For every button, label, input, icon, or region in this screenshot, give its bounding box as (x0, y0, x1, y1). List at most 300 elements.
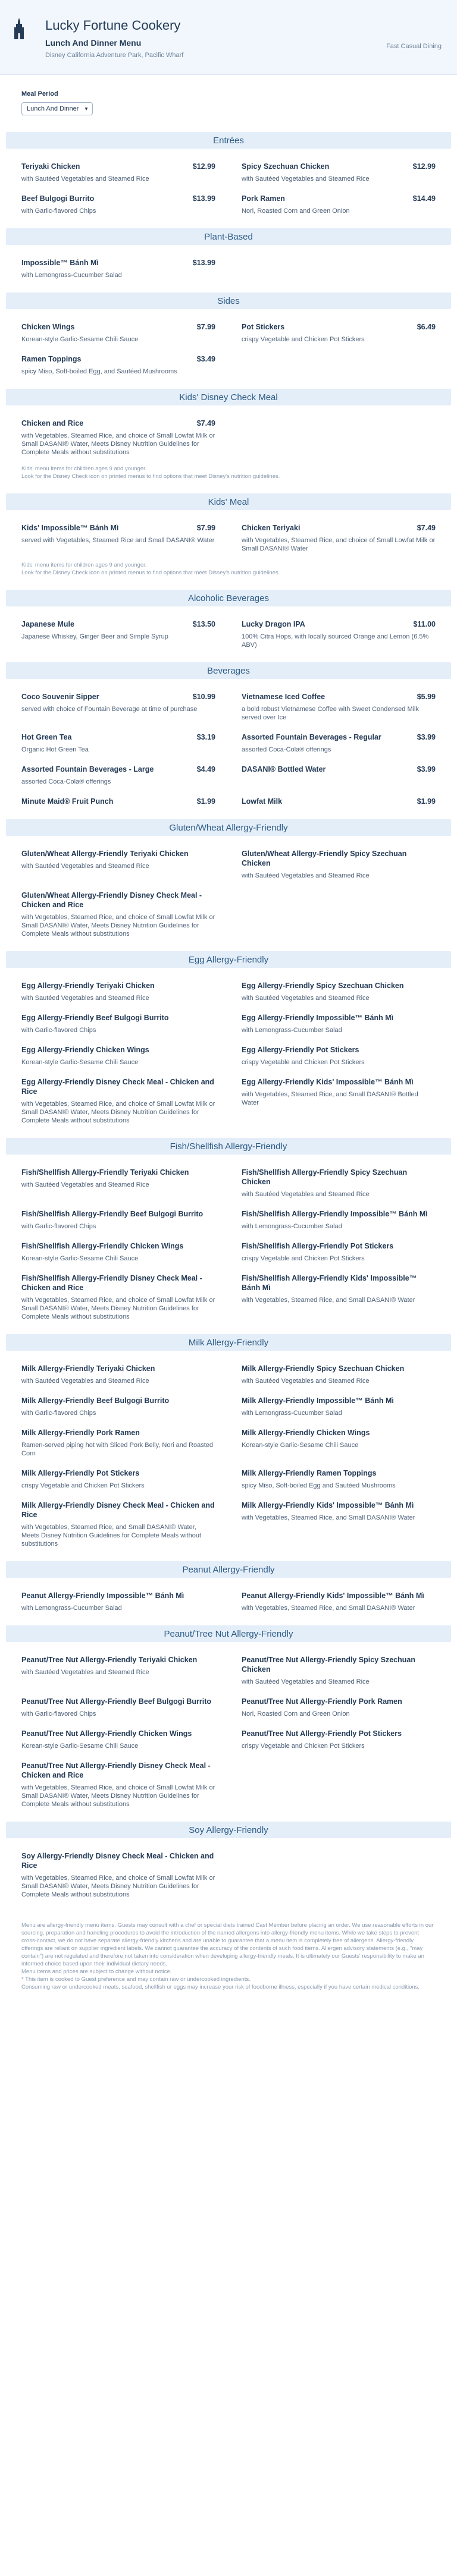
menu-item[interactable] (21, 1364, 215, 1385)
menu-item-description: with Vegetables, Steamed Rice, and choice of Small Lowfat Milk or Small DASANI® Water, Meets Disney Nutrition Guidelines for Complete Meals without substitutions (21, 1874, 215, 1898)
menu-item-row (21, 1501, 215, 1520)
menu-item-name: Egg Allergy-Friendly Pot Stickers (242, 1046, 359, 1054)
menu-item-name: Gluten/Wheat Allergy-Friendly Disney Check Meal - Chicken and Rice (21, 891, 202, 909)
section-body (0, 149, 457, 220)
menu-item[interactable] (242, 1168, 436, 1199)
menu-section (0, 1625, 457, 1813)
menu-item-name: Teriyaki Chicken (21, 162, 80, 171)
menu-item-grid (21, 981, 436, 1125)
menu-item-name: Coco Souvenir Sipper (21, 693, 99, 701)
menu-item-price: $1.99 (417, 797, 436, 806)
menu-item-description: with Sautéed Vegetables and Steamed Rice (21, 863, 149, 870)
menu-item[interactable] (21, 1729, 215, 1750)
menu-section (0, 819, 457, 943)
menu-item-name: Ramen Toppings (21, 355, 82, 363)
menu-item-description: crispy Vegetable and Chicken Pot Stickers (242, 1743, 365, 1750)
menu-item-name: Chicken and Rice (21, 419, 84, 427)
menu-item[interactable] (21, 619, 215, 649)
menu-item-row (21, 523, 215, 533)
menu-item-description: crispy Vegetable and Chicken Pot Stickers (242, 1255, 365, 1262)
menu-item[interactable] (242, 1013, 436, 1034)
menu-item-price: $11.00 (413, 620, 436, 628)
restaurant-header (0, 0, 457, 75)
menu-item-row (21, 1851, 215, 1870)
menu-item-row (242, 692, 436, 702)
menu-item-price: $13.50 (192, 620, 215, 628)
menu-item-description: with Sautéed Vegetables and Steamed Rice (21, 995, 149, 1002)
menu-item-row (21, 322, 215, 332)
menu-item[interactable] (242, 523, 436, 553)
menu-item[interactable] (242, 981, 436, 1002)
menu-item-price: $12.99 (192, 162, 215, 171)
menu-item-row (21, 1045, 215, 1055)
menu-item[interactable] (242, 1045, 436, 1067)
menu-item-grid (21, 258, 436, 279)
restaurant-location: Disney California Adventure Park, Pacific Wharf (45, 52, 184, 59)
menu-item-row (21, 765, 215, 774)
menu-section (0, 292, 457, 380)
menu-item[interactable] (242, 732, 436, 754)
allergy-disclaimer (21, 1921, 436, 1991)
menu-item-description: Korean-style Garlic-Sesame Chili Sauce (21, 336, 139, 343)
menu-item-name: Peanut/Tree Nut Allergy-Friendly Beef Bulgogi Burrito (21, 1697, 212, 1706)
menu-item-row (21, 891, 215, 910)
menu-item[interactable] (21, 1077, 215, 1125)
menu-item-row (21, 1468, 215, 1478)
section-title: Peanut/Tree Nut Allergy-Friendly (164, 1628, 293, 1639)
section-title: Soy Allergy-Friendly (189, 1825, 268, 1835)
menu-item-name: Peanut Allergy-Friendly Impossible™ Bánh Mì (21, 1591, 184, 1600)
menu-item-grid (21, 1655, 436, 1808)
menu-item-name: Fish/Shellfish Allergy-Friendly Teriyaki Chicken (21, 1168, 189, 1177)
menu-item-row (21, 1729, 215, 1738)
menu-item-description: crispy Vegetable and Chicken Pot Stickers (242, 336, 365, 343)
menu-item-row (242, 1729, 436, 1738)
menu-item-price: $13.99 (192, 259, 215, 267)
menu-item-name: Lowfat Milk (242, 797, 283, 806)
section-title: Plant-Based (204, 231, 253, 242)
meal-period-label: Meal Period (21, 90, 58, 97)
menu-item-name: Egg Allergy-Friendly Beef Bulgogi Burrito (21, 1014, 169, 1022)
menu-item[interactable] (21, 1501, 215, 1548)
menu-item-description: Ramen-served piping hot with Sliced Pork Belly, Nori and Roasted Corn (21, 1442, 214, 1457)
menu-item-description: served with Vegetables, Steamed Rice and Small DASANI® Water (21, 537, 215, 544)
menu-item-name: Fish/Shellfish Allergy-Friendly Kids' Impossible™ Bánh Mì (242, 1274, 417, 1292)
section-title: Kids' Disney Check Meal (179, 392, 278, 402)
menu-item-name: Egg Allergy-Friendly Impossible™ Bánh Mì (242, 1014, 394, 1022)
section-title: Sides (217, 295, 240, 306)
menu-item-description: with Sautéed Vegetables and Steamed Rice (21, 1377, 149, 1385)
menu-item-row (21, 1364, 215, 1373)
menu-item-name: Peanut/Tree Nut Allergy-Friendly Chicken Wings (21, 1729, 192, 1738)
menu-item-name: Minute Maid® Fruit Punch (21, 797, 114, 806)
menu-item-description: with Garlic-flavored Chips (21, 1223, 96, 1230)
section-header (6, 292, 451, 309)
menu-item-name: Milk Allergy-Friendly Teriyaki Chicken (21, 1364, 155, 1373)
section-body (0, 836, 457, 943)
menu-item[interactable] (21, 523, 215, 553)
menu-item-name: Assorted Fountain Beverages - Large (21, 765, 154, 773)
menu-item[interactable] (21, 194, 215, 215)
menu-section (0, 1561, 457, 1617)
menu-item-description: with Sautéed Vegetables and Steamed Rice (21, 1669, 149, 1676)
section-body (0, 1578, 457, 1617)
menu-item-row (21, 981, 215, 990)
menu-item-description: with Sautéed Vegetables and Steamed Rice (21, 175, 149, 183)
menu-item[interactable] (21, 1468, 215, 1490)
menu-item-price: $7.99 (196, 323, 215, 331)
menu-item-row (21, 194, 215, 203)
menu-item-description: 100% Citra Hops, with locally sourced Orange and Lemon (6.5% ABV) (242, 633, 429, 649)
menu-item-description: crispy Vegetable and Chicken Pot Stickers (21, 1482, 145, 1489)
menu-item[interactable] (21, 1428, 215, 1458)
menu-section (0, 590, 457, 654)
menu-item[interactable] (21, 1209, 215, 1231)
menu-item-description: Korean-style Garlic-Sesame Chili Sauce (21, 1059, 139, 1066)
menu-item[interactable] (242, 797, 436, 806)
menu-item-price: $10.99 (192, 693, 215, 701)
menu-item-description: spicy Miso, Soft-boiled Egg and Sautéed Mushrooms (242, 1482, 396, 1489)
menu-item-grid (21, 1168, 436, 1321)
section-title: Milk Allergy-Friendly (188, 1337, 269, 1348)
menu-item-row (242, 1045, 436, 1055)
menu-item[interactable] (242, 1209, 436, 1231)
menu-item-row (21, 1697, 215, 1706)
section-header (6, 1822, 451, 1838)
menu-item-description: spicy Miso, Soft-boiled Egg, and Sautéed Mushrooms (21, 368, 177, 375)
section-title: Egg Allergy-Friendly (188, 954, 269, 965)
menu-item[interactable] (21, 419, 215, 457)
menu-item-description: with Vegetables, Steamed Rice, and Small DASANI® Bottled Water (242, 1091, 418, 1106)
menu-item-grid (21, 162, 436, 215)
menu-item-price: $14.49 (412, 194, 436, 203)
menu-item[interactable] (242, 1364, 436, 1385)
section-title: Gluten/Wheat Allergy-Friendly (169, 822, 288, 833)
menu-item-row (21, 258, 215, 268)
menu-item-row (242, 849, 436, 868)
menu-item-description: with Lemongrass-Cucumber Salad (21, 1605, 122, 1612)
menu-item-description: with Sautéed Vegetables and Steamed Rice (242, 175, 370, 183)
menu-item-description: Japanese Whiskey, Ginger Beer and Simple Syrup (21, 633, 168, 640)
menu-item[interactable] (242, 162, 436, 183)
menu-item-row (21, 162, 215, 171)
section-body (0, 405, 457, 485)
menu-sections (0, 132, 457, 1904)
menu-item[interactable] (242, 194, 436, 215)
menu-item-description: with Vegetables, Steamed Rice, and choice of Small Lowfat Milk or Small DASANI® Water, Meets Disney Nutrition Guidelines for Complete Meals without substitutions (21, 1784, 215, 1808)
menu-item-name: Milk Allergy-Friendly Kids' Impossible™ Bánh Mì (242, 1501, 414, 1509)
menu-item-description: with Vegetables, Steamed Rice, and Small DASANI® Water (242, 1514, 415, 1521)
menu-item-price: $4.49 (196, 765, 215, 773)
menu-item-name: Assorted Fountain Beverages - Regular (242, 733, 381, 741)
menu-item-row (242, 523, 436, 533)
menu-item-row (21, 419, 215, 428)
menu-item-name: Soy Allergy-Friendly Disney Check Meal - Chicken and Rice (21, 1852, 214, 1870)
menu-item[interactable] (21, 1013, 215, 1034)
menu-item[interactable] (242, 1501, 436, 1548)
menu-item-grid (21, 1364, 436, 1548)
menu-item-row (242, 1501, 436, 1510)
menu-item-row (242, 194, 436, 203)
menu-item-description: with Vegetables, Steamed Rice, and Small DASANI® Water, Meets Disney Nutrition Guidelines for Complete Meals without substitutions (21, 1524, 202, 1548)
menu-item-description: Korean-style Garlic-Sesame Chili Sauce (21, 1255, 139, 1262)
menu-item[interactable] (242, 1241, 436, 1263)
menu-item-description: with Lemongrass-Cucumber Salad (242, 1410, 342, 1417)
menu-item-description: with Garlic-flavored Chips (21, 207, 96, 215)
menu-item[interactable] (21, 1591, 215, 1612)
section-body (0, 245, 457, 284)
menu-item[interactable] (21, 1655, 215, 1686)
menu-name: Lunch And Dinner Menu (45, 38, 142, 48)
menu-section (0, 1822, 457, 1904)
menu-item-row (242, 619, 436, 629)
menu-item-description: with Vegetables, Steamed Rice, and choice of Small Lowfat Milk or Small DASANI® Water, Meets Disney Nutrition Guidelines for Complete Meals without substitutions (21, 432, 215, 456)
section-title: Alcoholic Beverages (188, 593, 269, 603)
menu-item-description: with Garlic-flavored Chips (21, 1410, 96, 1417)
menu-section (0, 1334, 457, 1553)
section-title: Beverages (207, 665, 250, 676)
menu-item[interactable] (21, 849, 215, 880)
menu-item[interactable] (21, 732, 215, 754)
menu-item-price: $3.19 (196, 733, 215, 741)
menu-item-description: with Sautéed Vegetables and Steamed Rice (21, 1181, 149, 1188)
menu-item-row (21, 1273, 215, 1292)
menu-item[interactable] (21, 1697, 215, 1718)
menu-item-description: with Sautéed Vegetables and Steamed Rice (242, 1191, 370, 1198)
section-header (6, 590, 451, 606)
menu-section (0, 389, 457, 485)
meal-period-select[interactable] (21, 102, 93, 115)
menu-item-description: with Vegetables, Steamed Rice, and Small DASANI® Water (242, 1605, 415, 1612)
section-header (6, 951, 451, 968)
menu-item-description: Organic Hot Green Tea (21, 746, 89, 753)
menu-item[interactable] (21, 1851, 215, 1899)
meal-period-selected: Lunch And Dinner (27, 105, 79, 112)
menu-item-description: with Sautéed Vegetables and Steamed Rice (242, 995, 370, 1002)
menu-item-row (21, 619, 215, 629)
menu-item-name: Fish/Shellfish Allergy-Friendly Beef Bulgogi Burrito (21, 1210, 204, 1218)
menu-item-description: crispy Vegetable and Chicken Pot Stickers (242, 1059, 365, 1066)
menu-item-name: Japanese Mule (21, 620, 74, 628)
menu-item-description: served with choice of Fountain Beverage at time of purchase (21, 706, 198, 713)
menu-item-row (21, 732, 215, 742)
menu-item-row (21, 692, 215, 702)
section-header (6, 1561, 451, 1578)
menu-section (0, 132, 457, 220)
menu-item[interactable] (242, 619, 436, 649)
menu-item-name: Kids' Impossible™ Bánh Mì (21, 524, 119, 532)
menu-item-grid (21, 322, 436, 376)
menu-item-name: Hot Green Tea (21, 733, 72, 741)
menu-item-name: Gluten/Wheat Allergy-Friendly Teriyaki Chicken (21, 850, 189, 858)
menu-item-description: with Vegetables, Steamed Rice, and Small DASANI® Water (242, 1297, 415, 1304)
menu-item-name: Egg Allergy-Friendly Disney Check Meal - Chicken and Rice (21, 1078, 214, 1096)
menu-item-name: Egg Allergy-Friendly Chicken Wings (21, 1046, 149, 1054)
menu-item-name: Milk Allergy-Friendly Disney Check Meal - Chicken and Rice (21, 1501, 215, 1519)
menu-item[interactable] (21, 1045, 215, 1067)
section-body (0, 1838, 457, 1904)
menu-item-row (21, 354, 215, 364)
menu-item-name: Fish/Shellfish Allergy-Friendly Disney Check Meal - Chicken and Rice (21, 1274, 202, 1292)
menu-item[interactable] (242, 1396, 436, 1417)
section-header (6, 389, 451, 405)
menu-item-description: with Vegetables, Steamed Rice, and choice of Small Lowfat Milk or Small DASANI® Water (242, 537, 436, 552)
menu-item[interactable] (21, 258, 215, 279)
menu-item-row (242, 1591, 436, 1600)
menu-item-description: with Vegetables, Steamed Rice, and choice of Small Lowfat Milk or Small DASANI® Water, Meets Disney Nutrition Guidelines for Complete Meals without substitutions (21, 1100, 215, 1124)
menu-item-description: Nori, Roasted Corn and Green Onion (242, 1710, 350, 1718)
menu-item-name: Vietnamese Iced Coffee (242, 693, 325, 701)
menu-item[interactable] (21, 354, 215, 376)
menu-item-name: Milk Allergy-Friendly Impossible™ Bánh Mì (242, 1396, 394, 1405)
menu-item-name: Chicken Teriyaki (242, 524, 301, 532)
menu-section (0, 228, 457, 284)
menu-item-row (21, 1241, 215, 1251)
menu-item[interactable] (242, 1273, 436, 1321)
restaurant-name: Lucky Fortune Cookery (45, 18, 181, 33)
menu-item-price: $6.49 (417, 323, 436, 331)
menu-item-name: Peanut/Tree Nut Allergy-Friendly Teriyaki Chicken (21, 1656, 198, 1664)
menu-item[interactable] (242, 1655, 436, 1686)
menu-item-price: $7.99 (196, 524, 215, 532)
menu-item[interactable] (21, 1241, 215, 1263)
menu-item-row (21, 849, 215, 858)
menu-item-row (242, 1077, 436, 1087)
menu-item-name: Peanut/Tree Nut Allergy-Friendly Spicy Szechuan Chicken (242, 1656, 415, 1674)
menu-item-name: Peanut Allergy-Friendly Kids' Impossible™ Bánh Mì (242, 1591, 424, 1600)
menu-item-row (242, 1428, 436, 1438)
menu-item-name: Egg Allergy-Friendly Kids' Impossible™ Bánh Mì (242, 1078, 414, 1086)
menu-item-name: Peanut/Tree Nut Allergy-Friendly Pot Stickers (242, 1729, 402, 1738)
menu-item[interactable] (242, 1428, 436, 1458)
menu-item-row (21, 1013, 215, 1023)
menu-item-description: assorted Coca-Cola® offerings (242, 746, 331, 753)
menu-item[interactable] (21, 765, 215, 786)
menu-item-description: with Garlic-flavored Chips (21, 1710, 96, 1718)
castle-logo-icon (14, 18, 24, 39)
section-header (6, 819, 451, 836)
menu-item[interactable] (21, 1273, 215, 1321)
menu-item-description: with Lemongrass-Cucumber Salad (21, 272, 122, 279)
menu-item-price: $3.99 (417, 733, 436, 741)
menu-item-description: with Vegetables, Steamed Rice, and choice of Small Lowfat Milk or Small DASANI® Water, Meets Disney Nutrition Guidelines for Complete Meals without substitutions (21, 1297, 215, 1320)
menu-item[interactable] (21, 797, 215, 806)
menu-item-row (21, 1396, 215, 1405)
menu-item[interactable] (242, 322, 436, 344)
menu-item-row (21, 1591, 215, 1600)
chevron-down-icon: ▾ (84, 105, 88, 112)
menu-item[interactable] (242, 849, 436, 880)
section-title: Fish/Shellfish Allergy-Friendly (170, 1141, 287, 1152)
menu-item-description: Nori, Roasted Corn and Green Onion (242, 207, 350, 215)
section-header (6, 1625, 451, 1642)
menu-item-name: Milk Allergy-Friendly Spicy Szechuan Chicken (242, 1364, 405, 1373)
menu-item-row (242, 1209, 436, 1219)
section-body (0, 968, 457, 1130)
menu-item[interactable] (242, 1077, 436, 1125)
menu-item-row (242, 1396, 436, 1405)
menu-item-description: with Vegetables, Steamed Rice, and choice of Small Lowfat Milk or Small DASANI® Water, Meets Disney Nutrition Guidelines for Complete Meals without substitutions (21, 914, 215, 938)
menu-item[interactable] (21, 891, 215, 938)
menu-item-row (21, 1077, 215, 1096)
menu-item-name: Milk Allergy-Friendly Pork Ramen (21, 1429, 140, 1437)
menu-item-grid (21, 692, 436, 806)
menu-item-name: Milk Allergy-Friendly Beef Bulgogi Burrito (21, 1396, 170, 1405)
menu-section (0, 662, 457, 811)
menu-item-name: Peanut/Tree Nut Allergy-Friendly Disney Check Meal - Chicken and Rice (21, 1762, 211, 1779)
menu-item[interactable] (21, 1396, 215, 1417)
menu-item[interactable] (242, 1468, 436, 1490)
menu-item-row (242, 732, 436, 742)
menu-section (0, 1138, 457, 1326)
menu-item[interactable] (21, 692, 215, 722)
menu-item-name: Beef Bulgogi Burrito (21, 194, 95, 203)
menu-item-price: $12.99 (412, 162, 436, 171)
menu-item-name: Fish/Shellfish Allergy-Friendly Chicken Wings (21, 1242, 184, 1250)
menu-item[interactable] (21, 322, 215, 344)
menu-item-row (242, 1013, 436, 1023)
menu-item-description: with Lemongrass-Cucumber Salad (242, 1223, 342, 1230)
section-body (0, 1155, 457, 1326)
section-header (6, 228, 451, 245)
meal-period-filter (0, 75, 457, 124)
section-header (6, 493, 451, 510)
menu-item-name: Pork Ramen (242, 194, 285, 203)
section-header (6, 1138, 451, 1155)
menu-item-grid (21, 1591, 436, 1612)
menu-item[interactable] (242, 692, 436, 722)
menu-item-row (242, 981, 436, 990)
section-body (0, 606, 457, 654)
menu-item-description: with Sautéed Vegetables and Steamed Rice (242, 1678, 370, 1685)
menu-item-price: $3.49 (196, 355, 215, 363)
section-body (0, 309, 457, 380)
menu-item-price: $7.49 (196, 419, 215, 427)
menu-item-description: a bold robust Vietnamese Coffee with Sweet Condensed Milk served over Ice (242, 706, 419, 721)
menu-item-name: Fish/Shellfish Allergy-Friendly Impossible™ Bánh Mì (242, 1210, 428, 1218)
menu-item-description: with Sautéed Vegetables and Steamed Rice (242, 1377, 370, 1385)
menu-item-price: $13.99 (192, 194, 215, 203)
menu-item-name: Milk Allergy-Friendly Pot Stickers (21, 1469, 140, 1477)
menu-item-name: Chicken Wings (21, 323, 75, 331)
menu-item-row (21, 1761, 215, 1780)
menu-item[interactable] (242, 1591, 436, 1612)
menu-item[interactable] (242, 1697, 436, 1718)
menu-item-row (21, 1209, 215, 1219)
menu-item[interactable] (21, 981, 215, 1002)
menu-item-name: DASANI® Bottled Water (242, 765, 326, 773)
section-title: Entrées (213, 135, 244, 146)
menu-item[interactable] (21, 1761, 215, 1808)
menu-item-price: $1.99 (196, 797, 215, 806)
menu-item[interactable] (242, 1729, 436, 1750)
menu-item[interactable] (242, 765, 436, 786)
menu-item[interactable] (21, 1168, 215, 1199)
section-body (0, 1642, 457, 1813)
section-title: Kids' Meal (208, 496, 249, 507)
menu-item-price: $3.99 (417, 765, 436, 773)
section-body (0, 1351, 457, 1553)
menu-item-row (242, 765, 436, 774)
section-header (6, 132, 451, 149)
menu-item-row (242, 1697, 436, 1706)
section-note: Kids' menu items for children ages 9 and younger. Look for the Disney Check icon on printed menus to find options that meet Disney's nutrition guidelines. (21, 465, 280, 480)
section-header (6, 662, 451, 679)
menu-item-row (21, 1655, 215, 1665)
menu-item[interactable] (21, 162, 215, 183)
menu-item-name: Milk Allergy-Friendly Chicken Wings (242, 1429, 370, 1437)
menu-item-name: Impossible™ Bánh Mì (21, 259, 99, 267)
